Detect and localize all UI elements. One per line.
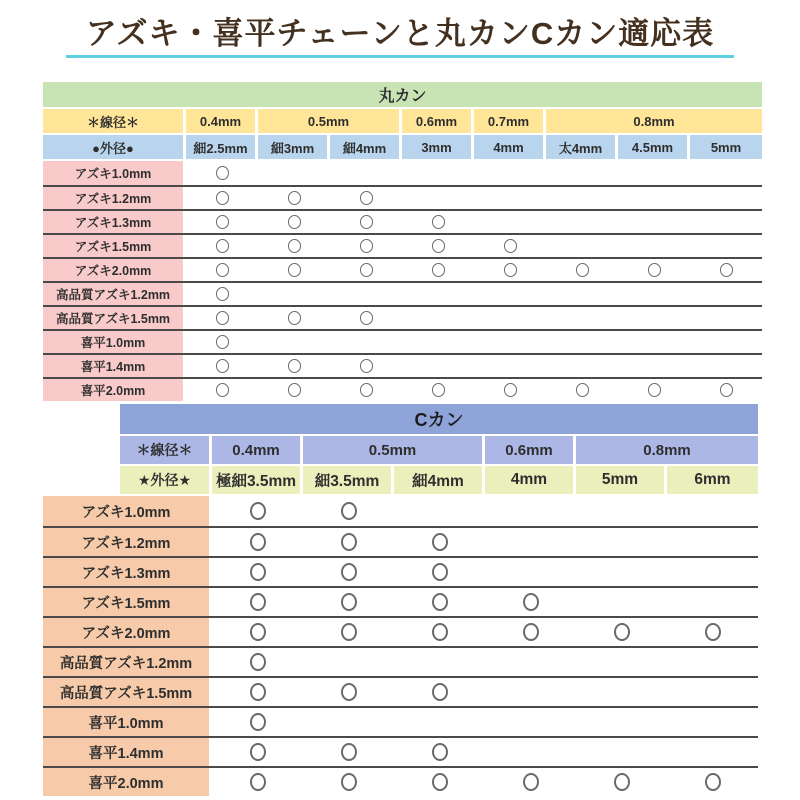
mark-cell [618, 379, 690, 401]
compatible-mark-icon [216, 191, 229, 205]
mark-cell [618, 283, 690, 305]
wire-diameter-row [43, 109, 762, 133]
mark-cell [402, 379, 474, 401]
outer-diameter-label: ★外径★ [120, 466, 212, 494]
mark-cell [485, 708, 576, 736]
chain-row-label: 喜平1.0mm [43, 331, 186, 353]
mark-cell [546, 307, 618, 329]
compatible-mark-icon [288, 191, 301, 205]
wire-diameter-label: ＊線径＊ [43, 109, 186, 133]
mark-cell [303, 496, 394, 526]
compatible-mark-icon [216, 311, 229, 325]
mark-cell [474, 161, 546, 185]
compatible-mark-icon [250, 653, 266, 671]
chain-row [43, 329, 762, 353]
compatible-mark-icon [432, 683, 448, 701]
chain-row [43, 556, 758, 586]
mark-cell [186, 187, 258, 209]
chain-row-label: アズキ1.2mm [43, 528, 212, 556]
compatible-mark-icon [523, 593, 539, 611]
compatible-mark-icon [288, 263, 301, 277]
mark-cell [546, 259, 618, 281]
compatible-mark-icon [523, 773, 539, 791]
mark-cell [667, 496, 758, 526]
wire-diameter-label: ＊線径＊ [120, 436, 212, 464]
mark-cell [186, 211, 258, 233]
mark-cell [212, 678, 303, 706]
mark-cell [258, 187, 330, 209]
compatible-mark-icon [250, 563, 266, 581]
mark-cell [474, 379, 546, 401]
mark-cell [485, 496, 576, 526]
compatible-mark-icon [614, 623, 630, 641]
outer-size-cell: 細4mm [330, 135, 402, 159]
ckan-compatibility-table [43, 404, 758, 796]
mark-cell [212, 648, 303, 676]
compatible-mark-icon [216, 383, 229, 397]
page-title: アズキ・喜平チェーンと丸カンCカン適応表 [85, 16, 715, 51]
mark-cell [394, 558, 485, 586]
mark-cell [258, 331, 330, 353]
marukan-compatibility-table [43, 82, 762, 401]
compatible-mark-icon [288, 383, 301, 397]
mark-cell [618, 161, 690, 185]
mark-cell [690, 211, 762, 233]
mark-cell [667, 588, 758, 616]
outer-size-cell: 6mm [667, 466, 758, 494]
mark-cell [330, 307, 402, 329]
mark-cell [258, 211, 330, 233]
mark-cell [690, 187, 762, 209]
outer-size-cell: 5mm [576, 466, 667, 494]
compatible-mark-icon [216, 263, 229, 277]
mark-cell [303, 618, 394, 646]
mark-cell [402, 235, 474, 257]
compatible-mark-icon [432, 263, 445, 277]
mark-cell [667, 678, 758, 706]
mark-cell [330, 161, 402, 185]
mark-cell [546, 187, 618, 209]
compatible-mark-icon [250, 713, 266, 731]
compatible-mark-icon [432, 743, 448, 761]
compatible-mark-icon [432, 593, 448, 611]
compatible-mark-icon [360, 383, 373, 397]
compatible-mark-icon [360, 311, 373, 325]
mark-cell [485, 618, 576, 646]
table-title-band: 丸カン [43, 82, 762, 107]
outer-size-cell: 太4mm [546, 135, 618, 159]
outer-size-cell: 細4mm [394, 466, 485, 494]
mark-cell [474, 355, 546, 377]
mark-cell [330, 331, 402, 353]
mark-cell [330, 235, 402, 257]
compatible-mark-icon [250, 773, 266, 791]
chain-row [43, 185, 762, 209]
mark-cell [186, 379, 258, 401]
outer-size-cell: 4mm [485, 466, 576, 494]
chain-row-label: アズキ1.5mm [43, 588, 212, 616]
compatible-mark-icon [360, 191, 373, 205]
chain-row [43, 736, 758, 766]
compatible-mark-icon [341, 683, 357, 701]
chain-row-label: 喜平2.0mm [43, 768, 212, 796]
mark-cell [667, 618, 758, 646]
mark-cell [186, 331, 258, 353]
chain-row-label: 喜平1.4mm [43, 355, 186, 377]
compatible-mark-icon [288, 239, 301, 253]
mark-cell [576, 588, 667, 616]
compatible-mark-icon [648, 383, 661, 397]
table-title-band: Cカン [120, 404, 758, 434]
mark-cell [402, 355, 474, 377]
compatible-mark-icon [504, 263, 517, 277]
compatible-mark-icon [705, 623, 721, 641]
mark-cell [485, 678, 576, 706]
compatible-mark-icon [216, 359, 229, 373]
mark-cell [618, 187, 690, 209]
outer-size-cell: 4.5mm [618, 135, 690, 159]
mark-cell [402, 259, 474, 281]
compatible-mark-icon [341, 623, 357, 641]
wire-size-cell: 0.6mm [402, 109, 474, 133]
outer-size-cell: 極細3.5mm [212, 466, 303, 494]
compatible-mark-icon [432, 773, 448, 791]
chain-row [43, 616, 758, 646]
compatible-mark-icon [432, 623, 448, 641]
chain-row-label: 喜平1.0mm [43, 708, 212, 736]
compatible-mark-icon [432, 239, 445, 253]
compatible-mark-icon [504, 239, 517, 253]
mark-cell [690, 307, 762, 329]
compatible-mark-icon [250, 593, 266, 611]
chain-row-label: 高品質アズキ1.2mm [43, 648, 212, 676]
mark-cell [485, 648, 576, 676]
mark-cell [546, 379, 618, 401]
wire-size-cell: 0.5mm [303, 436, 485, 464]
chain-row [43, 766, 758, 796]
mark-cell [576, 558, 667, 586]
mark-cell [330, 283, 402, 305]
mark-cell [576, 768, 667, 796]
compatible-mark-icon [576, 383, 589, 397]
mark-cell [303, 558, 394, 586]
chain-row-label: アズキ2.0mm [43, 618, 212, 646]
band-indent-spacer [43, 404, 120, 434]
mark-cell [212, 768, 303, 796]
mark-cell [485, 588, 576, 616]
mark-cell [576, 496, 667, 526]
chain-row [43, 257, 762, 281]
compatible-mark-icon [341, 502, 357, 520]
wire-size-cell: 0.4mm [186, 109, 258, 133]
outer-size-cell: 3mm [402, 135, 474, 159]
compatible-mark-icon [216, 215, 229, 229]
chain-row [43, 209, 762, 233]
chain-row [43, 233, 762, 257]
compatible-mark-icon [432, 215, 445, 229]
compatible-mark-icon [341, 743, 357, 761]
mark-cell [394, 768, 485, 796]
mark-cell [576, 708, 667, 736]
mark-cell [576, 618, 667, 646]
compatible-mark-icon [648, 263, 661, 277]
compatible-mark-icon [250, 683, 266, 701]
wire-size-cell: 0.5mm [258, 109, 402, 133]
mark-cell [546, 355, 618, 377]
compatible-mark-icon [250, 502, 266, 520]
chain-row [43, 377, 762, 401]
mark-cell [402, 331, 474, 353]
mark-cell [303, 708, 394, 736]
title-block [0, 14, 800, 58]
chain-row-label: 高品質アズキ1.5mm [43, 678, 212, 706]
mark-cell [485, 528, 576, 556]
mark-cell [402, 283, 474, 305]
wire-size-cell: 0.8mm [576, 436, 758, 464]
mark-cell [258, 355, 330, 377]
mark-cell [330, 379, 402, 401]
outer-diameter-row [43, 466, 758, 494]
compatible-mark-icon [250, 533, 266, 551]
wire-diameter-row [43, 436, 758, 464]
chain-row [43, 281, 762, 305]
mark-cell [394, 738, 485, 766]
compatible-mark-icon [250, 743, 266, 761]
mark-cell [330, 211, 402, 233]
mark-cell [618, 259, 690, 281]
mark-cell [690, 161, 762, 185]
mark-cell [394, 618, 485, 646]
mark-cell [690, 259, 762, 281]
mark-cell [485, 558, 576, 586]
chain-row [43, 586, 758, 616]
mark-cell [212, 708, 303, 736]
mark-cell [394, 496, 485, 526]
chain-row-label: アズキ2.0mm [43, 259, 186, 281]
outer-size-cell: 4mm [474, 135, 546, 159]
mark-cell [258, 379, 330, 401]
chain-row [43, 496, 758, 526]
chain-row-label: アズキ1.0mm [43, 161, 186, 185]
mark-cell [546, 235, 618, 257]
mark-cell [186, 161, 258, 185]
mark-cell [394, 708, 485, 736]
mark-cell [485, 738, 576, 766]
mark-cell [690, 331, 762, 353]
compatible-mark-icon [288, 215, 301, 229]
compatible-mark-icon [720, 263, 733, 277]
mark-cell [303, 738, 394, 766]
mark-cell [667, 768, 758, 796]
mark-cell [186, 283, 258, 305]
title-underline [66, 55, 734, 58]
mark-cell [474, 187, 546, 209]
mark-cell [186, 355, 258, 377]
mark-cell [258, 235, 330, 257]
compatible-mark-icon [216, 166, 229, 180]
mark-cell [474, 235, 546, 257]
mark-cell [618, 307, 690, 329]
mark-cell [546, 283, 618, 305]
wire-size-cell: 0.7mm [474, 109, 546, 133]
chain-row [43, 676, 758, 706]
outer-size-cell: 細2.5mm [186, 135, 258, 159]
chain-row-label: アズキ1.3mm [43, 211, 186, 233]
mark-cell [212, 588, 303, 616]
mark-cell [303, 768, 394, 796]
outer-size-cell: 5mm [690, 135, 762, 159]
chain-row [43, 646, 758, 676]
mark-cell [394, 648, 485, 676]
mark-cell [474, 259, 546, 281]
wire-size-cell: 0.8mm [546, 109, 762, 133]
mark-cell [690, 379, 762, 401]
mark-cell [258, 307, 330, 329]
mark-cell [546, 211, 618, 233]
chain-row-label: 喜平2.0mm [43, 379, 186, 401]
mark-cell [474, 211, 546, 233]
compatible-mark-icon [288, 311, 301, 325]
mark-cell [186, 307, 258, 329]
outer-diameter-row [43, 135, 762, 159]
compatible-mark-icon [288, 359, 301, 373]
mark-cell [330, 355, 402, 377]
mark-cell [186, 259, 258, 281]
chain-row-label: 高品質アズキ1.2mm [43, 283, 186, 305]
mark-cell [394, 588, 485, 616]
mark-cell [258, 259, 330, 281]
chain-row-label: 喜平1.4mm [43, 738, 212, 766]
compatible-mark-icon [576, 263, 589, 277]
chain-row-label: アズキ1.2mm [43, 187, 186, 209]
mark-cell [474, 283, 546, 305]
mark-cell [186, 235, 258, 257]
mark-cell [667, 558, 758, 586]
mark-cell [485, 768, 576, 796]
outer-indent-spacer [43, 466, 120, 494]
mark-cell [546, 331, 618, 353]
mark-cell [402, 161, 474, 185]
mark-cell [690, 355, 762, 377]
compatible-mark-icon [705, 773, 721, 791]
compatible-mark-icon [250, 623, 266, 641]
mark-cell [212, 738, 303, 766]
chain-row [43, 161, 762, 185]
mark-cell [212, 558, 303, 586]
compatible-mark-icon [360, 359, 373, 373]
wire-size-cell: 0.4mm [212, 436, 303, 464]
wire-indent-spacer [43, 436, 120, 464]
mark-cell [394, 528, 485, 556]
compatible-mark-icon [360, 239, 373, 253]
compatible-mark-icon [341, 563, 357, 581]
mark-cell [212, 496, 303, 526]
mark-cell [212, 528, 303, 556]
compatible-mark-icon [432, 563, 448, 581]
chain-row [43, 305, 762, 329]
compatible-mark-icon [216, 239, 229, 253]
compatible-mark-icon [720, 383, 733, 397]
chain-row-label: 高品質アズキ1.5mm [43, 307, 186, 329]
table-band-row [43, 404, 758, 434]
mark-cell [576, 528, 667, 556]
compatible-mark-icon [341, 593, 357, 611]
mark-cell [303, 678, 394, 706]
mark-cell [474, 331, 546, 353]
mark-cell [576, 678, 667, 706]
mark-cell [576, 738, 667, 766]
chain-row-label: アズキ1.3mm [43, 558, 212, 586]
compatible-mark-icon [360, 263, 373, 277]
mark-cell [402, 187, 474, 209]
compatible-mark-icon [341, 533, 357, 551]
mark-cell [618, 211, 690, 233]
mark-cell [258, 161, 330, 185]
mark-cell [394, 678, 485, 706]
mark-cell [667, 738, 758, 766]
compatible-mark-icon [216, 335, 229, 349]
chain-row [43, 353, 762, 377]
mark-cell [303, 588, 394, 616]
compatible-mark-icon [216, 287, 229, 301]
compatible-mark-icon [432, 533, 448, 551]
mark-cell [618, 235, 690, 257]
chain-row [43, 526, 758, 556]
mark-cell [690, 235, 762, 257]
compatible-mark-icon [504, 383, 517, 397]
compatible-mark-icon [614, 773, 630, 791]
mark-cell [667, 648, 758, 676]
compatible-mark-icon [341, 773, 357, 791]
outer-size-cell: 細3.5mm [303, 466, 394, 494]
mark-cell [546, 161, 618, 185]
mark-cell [690, 283, 762, 305]
compatible-mark-icon [523, 623, 539, 641]
compatible-mark-icon [432, 383, 445, 397]
outer-size-cell: 細3mm [258, 135, 330, 159]
mark-cell [667, 528, 758, 556]
chain-row-label: アズキ1.5mm [43, 235, 186, 257]
mark-cell [618, 331, 690, 353]
mark-cell [576, 648, 667, 676]
mark-cell [402, 211, 474, 233]
mark-cell [667, 708, 758, 736]
mark-cell [303, 528, 394, 556]
wire-size-cell: 0.6mm [485, 436, 576, 464]
mark-cell [402, 307, 474, 329]
outer-diameter-label: ●外径● [43, 135, 186, 159]
mark-cell [303, 648, 394, 676]
mark-cell [618, 355, 690, 377]
mark-cell [258, 283, 330, 305]
mark-cell [330, 259, 402, 281]
mark-cell [474, 307, 546, 329]
compatible-mark-icon [360, 215, 373, 229]
mark-cell [330, 187, 402, 209]
chain-row [43, 706, 758, 736]
mark-cell [212, 618, 303, 646]
chain-row-label: アズキ1.0mm [43, 496, 212, 526]
